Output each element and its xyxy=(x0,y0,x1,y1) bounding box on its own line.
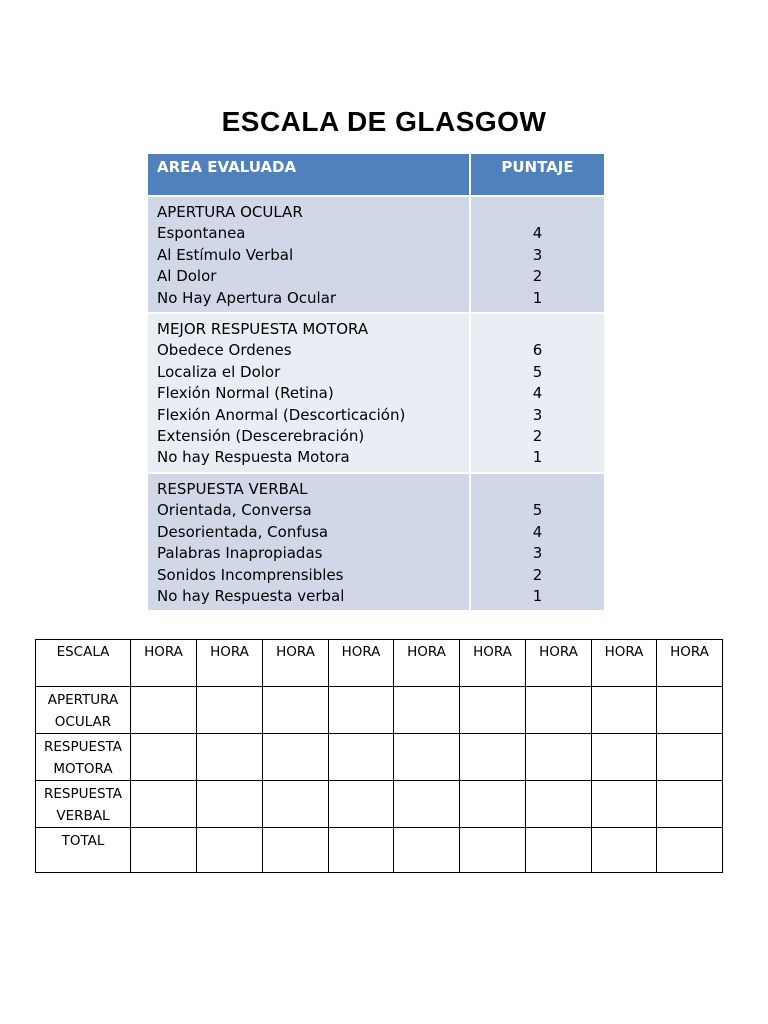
tracking-row xyxy=(36,828,723,873)
glasgow-scale-table xyxy=(148,154,604,610)
row-label-line2: MOTORA xyxy=(53,761,113,777)
criterion-score: 5 xyxy=(532,362,543,381)
criterion-label: Palabras Inapropiadas xyxy=(157,544,323,563)
criterion-score: 2 xyxy=(532,565,543,584)
score-entry-cell[interactable] xyxy=(657,687,723,734)
page-title: ESCALA DE GLASGOW xyxy=(221,106,547,137)
criterion-label: Obedece Ordenes xyxy=(157,341,292,360)
score-entry-cell[interactable] xyxy=(394,734,460,781)
score-entry-cell[interactable] xyxy=(197,828,263,873)
section-heading: MEJOR RESPUESTA MOTORA xyxy=(157,320,369,339)
score-entry-cell[interactable] xyxy=(592,781,657,828)
section-heading: RESPUESTA VERBAL xyxy=(157,479,308,498)
row-label-line1: RESPUESTA xyxy=(43,739,123,755)
criterion-label: No hay Respuesta verbal xyxy=(157,586,345,605)
tracking-row xyxy=(36,781,723,828)
row-label-line2: OCULAR xyxy=(54,714,112,730)
criterion-score: 3 xyxy=(532,245,543,264)
tracking-header-row xyxy=(36,640,723,687)
criterion-label: Desorientada, Confusa xyxy=(157,522,329,541)
hour-column-header: HORA xyxy=(592,640,657,687)
score-entry-cell[interactable] xyxy=(131,781,197,828)
hour-column-header: HORA xyxy=(394,640,460,687)
score-entry-cell[interactable] xyxy=(131,734,197,781)
criterion-label: Al Dolor xyxy=(157,267,217,286)
hour-column-header: HORA xyxy=(131,640,197,687)
row-label xyxy=(36,687,131,734)
score-entry-cell[interactable] xyxy=(526,828,592,873)
section-criteria-cell xyxy=(148,196,470,313)
score-entry-cell[interactable] xyxy=(131,687,197,734)
score-entry-cell[interactable] xyxy=(460,734,526,781)
criterion-score: 2 xyxy=(532,427,543,446)
glasgow-tracking-table xyxy=(35,639,723,873)
criterion-label: Orientada, Conversa xyxy=(157,501,312,520)
header-area-evaluated: AREA EVALUADA xyxy=(148,154,470,196)
criterion-score: 3 xyxy=(532,544,543,563)
score-entry-cell[interactable] xyxy=(329,687,394,734)
section-score-cell xyxy=(470,313,604,473)
row-label xyxy=(36,734,131,781)
criterion-label: Flexión Anormal (Descorticación) xyxy=(157,405,406,424)
section-criteria-cell xyxy=(148,473,470,610)
scale-header-row xyxy=(148,154,604,196)
section-score-cell xyxy=(470,473,604,610)
header-score: PUNTAJE xyxy=(470,154,604,196)
score-entry-cell[interactable] xyxy=(526,781,592,828)
scale-section-row xyxy=(148,473,604,610)
score-entry-cell[interactable] xyxy=(460,687,526,734)
criterion-score: 2 xyxy=(532,267,543,286)
row-label xyxy=(36,781,131,828)
hour-column-header: HORA xyxy=(197,640,263,687)
score-entry-cell[interactable] xyxy=(329,734,394,781)
criterion-score: 1 xyxy=(532,586,543,605)
score-entry-cell[interactable] xyxy=(197,687,263,734)
criterion-score: 1 xyxy=(532,288,543,307)
score-entry-cell[interactable] xyxy=(394,687,460,734)
scale-section-row xyxy=(148,313,604,473)
criterion-label: Sonidos Incomprensibles xyxy=(157,565,344,584)
row-label xyxy=(36,828,131,873)
score-entry-cell[interactable] xyxy=(263,687,329,734)
hour-column-header: HORA xyxy=(263,640,329,687)
score-entry-cell[interactable] xyxy=(197,734,263,781)
score-entry-cell[interactable] xyxy=(657,734,723,781)
score-entry-cell[interactable] xyxy=(657,781,723,828)
criterion-score: 6 xyxy=(532,341,543,360)
score-entry-cell[interactable] xyxy=(592,828,657,873)
score-entry-cell[interactable] xyxy=(592,687,657,734)
row-label-line1: APERTURA xyxy=(47,692,119,708)
score-entry-cell[interactable] xyxy=(526,734,592,781)
row-label-line1: RESPUESTA xyxy=(43,786,123,802)
criterion-label: Espontanea xyxy=(157,224,246,243)
score-entry-cell[interactable] xyxy=(592,734,657,781)
criterion-label: Localiza el Dolor xyxy=(157,362,281,381)
score-entry-cell[interactable] xyxy=(460,781,526,828)
hour-column-header: HORA xyxy=(460,640,526,687)
row-label-line1: TOTAL xyxy=(61,833,105,849)
row-label-line2: VERBAL xyxy=(56,808,110,824)
criterion-label: Extensión (Descerebración) xyxy=(157,427,365,446)
criterion-label: No hay Respuesta Motora xyxy=(157,448,350,467)
criterion-label: No Hay Apertura Ocular xyxy=(157,288,337,307)
criterion-score: 5 xyxy=(532,501,543,520)
hour-column-header: HORA xyxy=(657,640,723,687)
tracking-row xyxy=(36,734,723,781)
criterion-score: 4 xyxy=(532,384,543,403)
score-entry-cell[interactable] xyxy=(197,781,263,828)
section-heading: APERTURA OCULAR xyxy=(157,203,303,221)
score-entry-cell[interactable] xyxy=(526,687,592,734)
criterion-score: 1 xyxy=(532,448,543,467)
criterion-label: Al Estímulo Verbal xyxy=(157,245,294,264)
score-entry-cell[interactable] xyxy=(131,828,197,873)
score-entry-cell[interactable] xyxy=(263,828,329,873)
criterion-label: Flexión Normal (Retina) xyxy=(157,384,334,403)
score-entry-cell[interactable] xyxy=(394,828,460,873)
criterion-score: 4 xyxy=(532,522,543,541)
score-entry-cell[interactable] xyxy=(394,781,460,828)
hour-column-header: HORA xyxy=(526,640,592,687)
section-criteria-cell xyxy=(148,313,470,473)
tracking-row xyxy=(36,687,723,734)
section-score-cell xyxy=(470,196,604,313)
scale-section-row xyxy=(148,196,604,313)
hour-column-header: HORA xyxy=(329,640,394,687)
criterion-score: 4 xyxy=(532,224,543,243)
score-entry-cell[interactable] xyxy=(329,781,394,828)
criterion-score: 3 xyxy=(532,405,543,424)
scale-column-header: ESCALA xyxy=(36,640,131,687)
score-entry-cell[interactable] xyxy=(263,734,329,781)
score-entry-cell[interactable] xyxy=(460,828,526,873)
score-entry-cell[interactable] xyxy=(657,828,723,873)
score-entry-cell[interactable] xyxy=(263,781,329,828)
score-entry-cell[interactable] xyxy=(329,828,394,873)
